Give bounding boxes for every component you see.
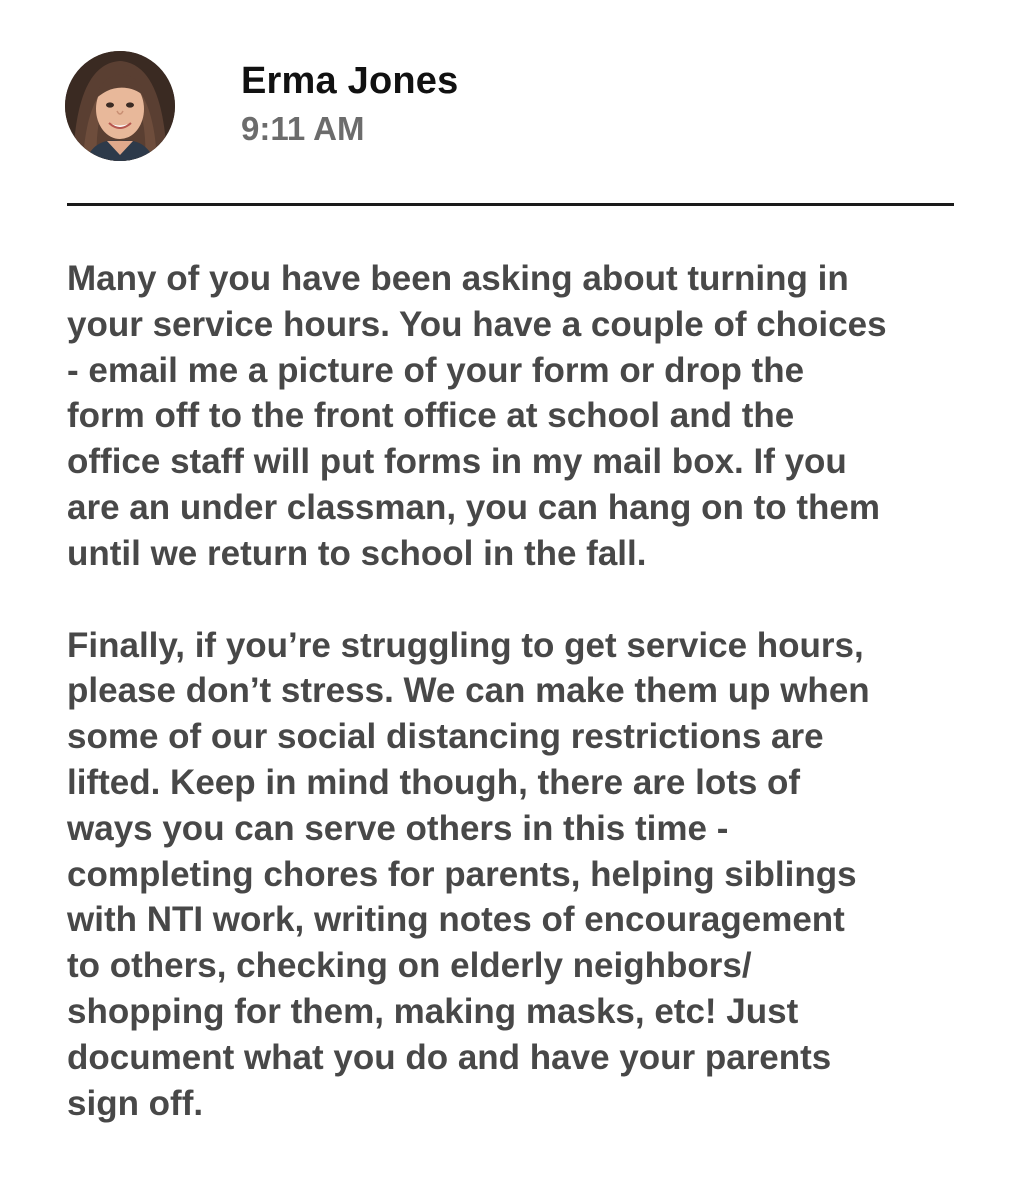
message-line: to others, checking on elderly neighbors/ — [67, 946, 752, 986]
message-line: shopping for them, making masks, etc! Just — [67, 991, 799, 1031]
message-line: until we return to school in the fall. — [67, 533, 647, 573]
avatar[interactable] — [65, 51, 175, 161]
profile-photo-icon — [65, 51, 175, 161]
message-paragraph-1 — [67, 256, 967, 577]
post-header — [0, 0, 1019, 205]
message-line: Many of you have been asking about turning in — [67, 259, 849, 298]
message-body — [67, 256, 967, 1126]
message-line: form off to the front office at school and the — [67, 396, 795, 436]
message-line: document what you do and have your parents — [67, 1037, 832, 1077]
message-line: ways you can serve others in this time - — [67, 808, 729, 848]
message-line: - email me a picture of your form or drop the — [67, 350, 805, 390]
post-timestamp: 9:11 AM — [241, 110, 365, 147]
message-line: some of our social distancing restrictions are — [67, 717, 824, 757]
author-name[interactable]: Erma Jones — [241, 60, 459, 102]
message-line: completing chores for parents, helping siblings — [67, 854, 857, 894]
message-line: please don’t stress. We can make them up when — [67, 671, 870, 711]
message-line: lifted. Keep in mind though, there are lots of — [67, 762, 801, 802]
message-line: office staff will put forms in my mail box. If you — [67, 442, 847, 482]
message-line: sign off. — [67, 1083, 204, 1123]
message-line: your service hours. You have a couple of choices — [67, 304, 887, 344]
message-line: Finally, if you’re struggling to get service hours, — [67, 625, 864, 665]
message-line: are an under classman, you can hang on to them — [67, 487, 880, 527]
message-paragraph-2 — [67, 623, 967, 1127]
header-divider — [67, 203, 954, 206]
message-line: with NTI work, writing notes of encouragement — [67, 900, 845, 940]
